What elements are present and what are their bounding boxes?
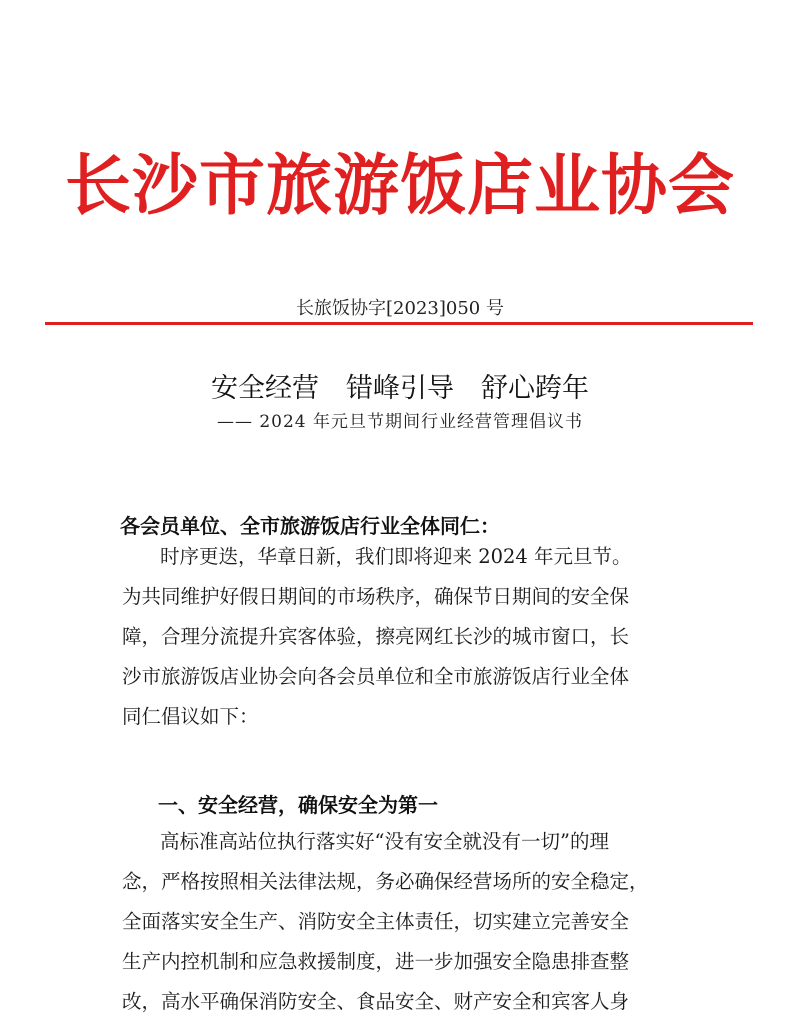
paragraph-line: 同仁倡议如下： xyxy=(122,705,259,728)
paragraph-line: 高标准高站位执行落实好“没有安全就没有一切”的理 xyxy=(160,830,609,853)
document-title: 安全经营 错峰引导 舒心跨年 xyxy=(211,373,589,404)
paragraph-line: 时序更迭，华章日新，我们即将迎来 2024 年元旦节。 xyxy=(160,545,632,568)
document-subtitle: —— 2024 年元旦节期间行业经营管理倡议书 xyxy=(216,412,584,432)
organization-title: 长沙市旅游饭店业协会 xyxy=(65,146,735,224)
paragraph-line: 改，高水平确保消防安全、食品安全、财产安全和宾客人身 xyxy=(122,990,630,1013)
salutation: 各会员单位、全市旅游饭店行业全体同仁： xyxy=(120,514,500,538)
red-divider-line xyxy=(45,322,753,325)
document-number: 长旅饭协字[2023]050 号 xyxy=(296,298,504,319)
section-paragraph xyxy=(122,822,682,1022)
paragraph-line: 为共同维护好假日期间的市场秩序，确保节日期间的安全保 xyxy=(122,585,630,608)
intro-paragraph xyxy=(122,537,682,737)
paragraph-line: 全面落实安全生产、消防安全主体责任，切实建立完善安全 xyxy=(122,910,630,933)
paragraph-line: 沙市旅游饭店业协会向各会员单位和全市旅游饭店行业全体 xyxy=(122,665,630,688)
paragraph-line: 生产内控机制和应急救援制度，进一步加强安全隐患排查整 xyxy=(122,950,630,973)
paragraph-line: 念，严格按照相关法律法规，务必确保经营场所的安全稳定， xyxy=(122,870,649,893)
section-heading: 一、安全经营，确保安全为第一 xyxy=(158,793,438,817)
paragraph-line: 障，合理分流提升宾客体验，擦亮网红长沙的城市窗口，长 xyxy=(122,625,630,648)
